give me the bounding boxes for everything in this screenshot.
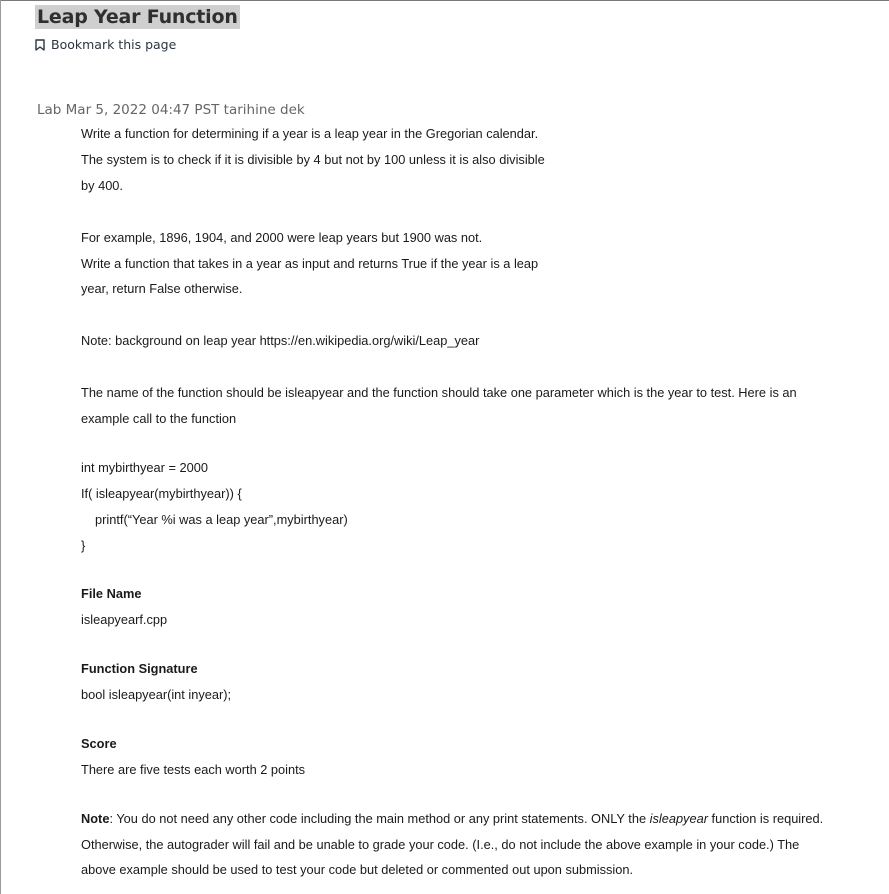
- background-note: Note: background on leap year https://en.wikipedia.org/wiki/Leap_year: [81, 333, 480, 348]
- intro-line: by 400.: [81, 178, 123, 193]
- intro-line: For example, 1896, 1904, and 2000 were leap years but 1900 was not.: [81, 230, 483, 245]
- code-line: printf(“Year %i was a leap year”,mybirthyear): [95, 512, 348, 527]
- intro-line: example call to the function: [81, 411, 237, 426]
- code-line: }: [81, 538, 86, 553]
- intro-line: Write a function that takes in a year as input and returns True if the year is a leap: [81, 256, 539, 271]
- intro-line: The name of the function should be isleapyear and the function should take one parameter which is the year to test. Here is an: [81, 385, 797, 400]
- note-text: : You do not need any other code including the main method or any print statements. ONLY the: [109, 811, 650, 826]
- intro-line: The system is to check if it is divisible by 4 but not by 100 unless it is also divisible: [81, 152, 545, 167]
- file-name-value: isleapyearf.cpp: [81, 612, 168, 627]
- function-signature-heading: Function Signature: [81, 661, 198, 676]
- note-function-name: isleapyear: [649, 811, 708, 826]
- note-line: [81, 811, 823, 827]
- lab-due-date: Lab Mar 5, 2022 04:47 PST tarihine dek: [37, 102, 305, 118]
- top-border: [0, 0, 889, 1]
- file-name-heading: File Name: [81, 586, 142, 601]
- intro-line: year, return False otherwise.: [81, 281, 243, 296]
- function-signature-value: bool isleapyear(int inyear);: [81, 687, 232, 702]
- bookmark-button[interactable]: [35, 37, 176, 53]
- left-border: [0, 0, 1, 894]
- note-label: Note: [81, 811, 110, 826]
- intro-line: Write a function for determining if a year is a leap year in the Gregorian calendar.: [81, 126, 539, 141]
- note-line: above example should be used to test your code but deleted or commented out upon submission.: [81, 862, 634, 877]
- note-line: Otherwise, the autograder will fail and be unable to grade your code. (I.e., do not include the above example in your code.) The: [81, 837, 800, 852]
- note-text: function is required.: [707, 811, 824, 826]
- bookmark-label: Bookmark this page: [51, 37, 177, 52]
- page-title: Leap Year Function: [37, 6, 238, 28]
- code-line: If( isleapyear(mybirthyear)) {: [81, 486, 242, 501]
- score-value: There are five tests each worth 2 points: [81, 762, 306, 777]
- score-heading: Score: [81, 736, 117, 751]
- code-line: int mybirthyear = 2000: [81, 460, 208, 475]
- bookmark-icon: [35, 39, 45, 51]
